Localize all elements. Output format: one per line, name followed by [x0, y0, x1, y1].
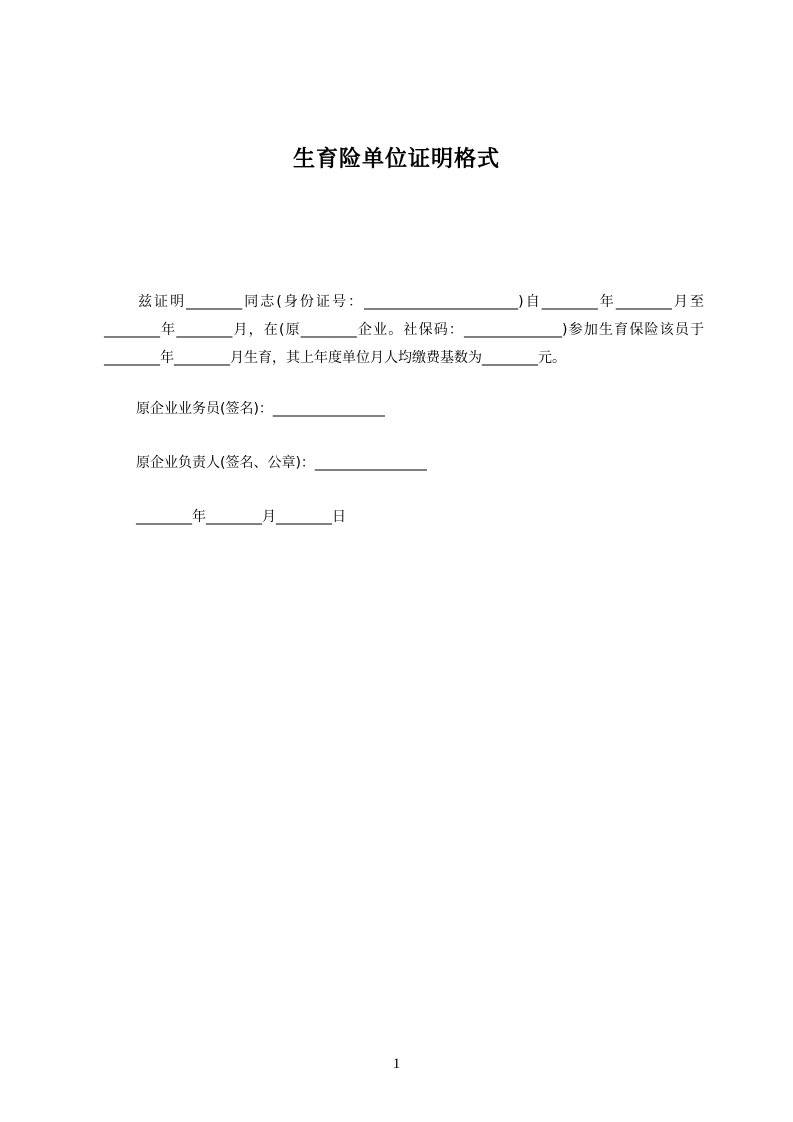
- document-title: 生育险单位证明格式: [292, 147, 500, 172]
- page-number: 1: [392, 1056, 401, 1072]
- date-line: ________年________月________日: [136, 509, 346, 525]
- staff-signature-line: 原企业业务员(签名)：________________: [136, 401, 385, 417]
- leader-signature-line: 原企业负责人(签名、公章)：________________: [136, 455, 427, 471]
- certificate-body-paragraph: 兹证明________同志(身份证号：______________________)自________年________月至________年________月，在(原________企业。社保码：______________)参加生育保险该员于________年________月生育，其上年度单位月人均缴费基数为________元。: [104, 294, 704, 366]
